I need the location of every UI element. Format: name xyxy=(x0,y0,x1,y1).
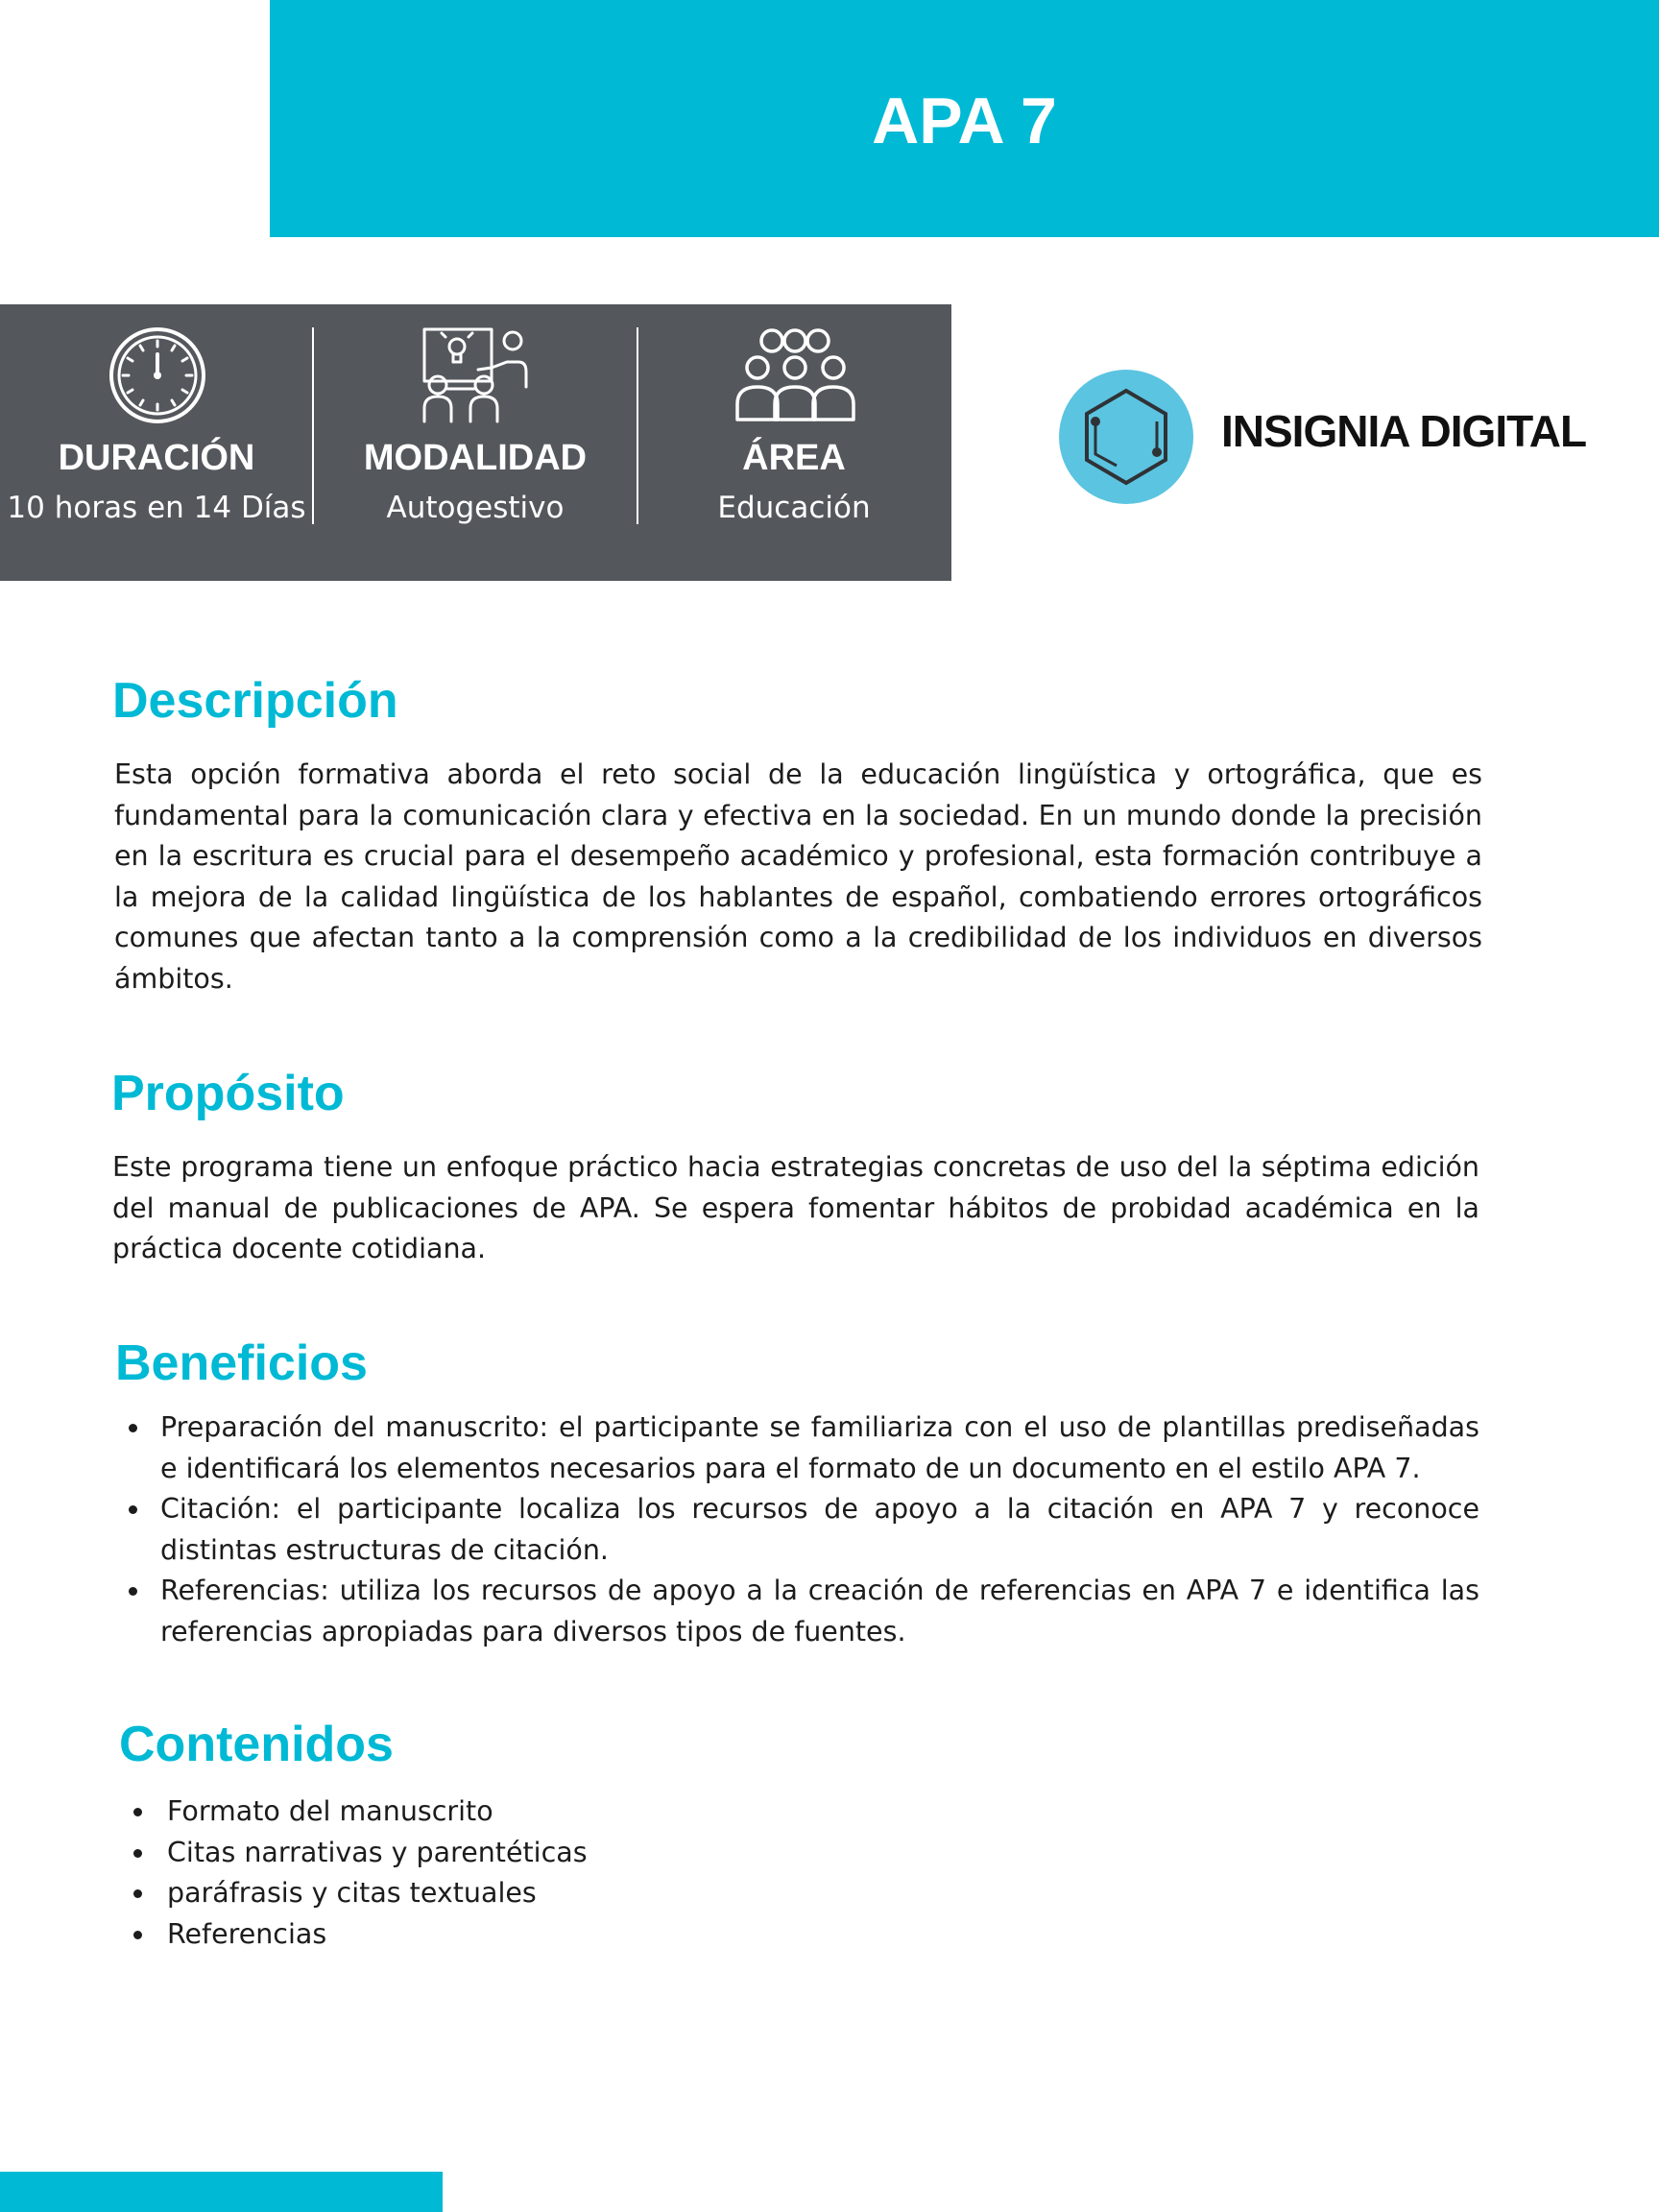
page-title: APA 7 xyxy=(872,84,1057,157)
info-label: DURACIÓN xyxy=(58,438,255,478)
section-heading-descripcion: Descripción xyxy=(112,673,398,729)
info-value: Autogestivo xyxy=(386,491,565,525)
list-item: paráfrasis y citas textuales xyxy=(119,1873,887,1914)
list-item: Referencias xyxy=(119,1914,887,1956)
info-label: MODALIDAD xyxy=(363,438,588,478)
footer-band xyxy=(0,2172,443,2212)
list-item: Citas narrativas y parentéticas xyxy=(119,1833,887,1874)
section-heading-proposito: Propósito xyxy=(111,1066,345,1121)
info-label: ÁREA xyxy=(742,438,846,478)
info-duration xyxy=(0,304,313,581)
badge-label: INSIGNIA DIGITAL xyxy=(1221,406,1587,456)
list-item: Formato del manuscrito xyxy=(119,1791,887,1833)
clock-icon xyxy=(108,325,207,429)
info-value: 10 horas en 14 Días xyxy=(7,491,306,525)
list-item: Referencias: utiliza los recursos de apoyo a la creación de referencias en APA 7 e identifica las referencias apropiadas para diversos tipos de fuentes. xyxy=(114,1571,1479,1652)
proposito-text: Este programa tiene un enfoque práctico hacia estrategias concretas de uso del la séptima edición del manual de publicaciones de APA. Se espera fomentar hábitos de probidad académica en la práctica docente cotidiana. xyxy=(112,1151,1479,1264)
group-icon xyxy=(733,325,858,429)
info-value: Educación xyxy=(717,491,871,525)
course-info-panel xyxy=(0,304,951,581)
list-item: Preparación del manuscrito: el participante se familiariza con el uso de plantillas prediseñadas e identificará los elementos necesarios para el formato de un documento en el estilo APA 7. xyxy=(114,1407,1479,1489)
presentation-icon xyxy=(421,325,536,429)
title-band xyxy=(270,0,1659,237)
list-item: Citación: el participante localiza los recursos de apoyo a la citación en APA 7 y reconoce distintas estructuras de citación. xyxy=(114,1489,1479,1571)
section-heading-contenidos: Contenidos xyxy=(119,1717,394,1772)
beneficios-list xyxy=(114,1407,1479,1652)
info-area xyxy=(645,304,943,581)
divider xyxy=(312,327,314,524)
section-heading-beneficios: Beneficios xyxy=(115,1335,368,1391)
contenidos-list xyxy=(119,1791,887,1955)
info-modality xyxy=(323,304,628,581)
hexagon-badge-icon xyxy=(1059,370,1193,504)
descripcion-text: Esta opción formativa aborda el reto social de la educación lingüística y ortográfica, que es fundamental para la comunicación clara y efectiva en la sociedad. En un mundo donde la precisión en la escritura es crucial para el desempeño académico y profesional, esta formación contribuye a la mejora de la calidad lingüística de los hablantes de español, combatiendo errores ortográficos comunes que afectan tanto a la comprensión como a la credibilidad de los individuos en diversos ámbitos. xyxy=(114,758,1482,995)
divider xyxy=(637,327,638,524)
